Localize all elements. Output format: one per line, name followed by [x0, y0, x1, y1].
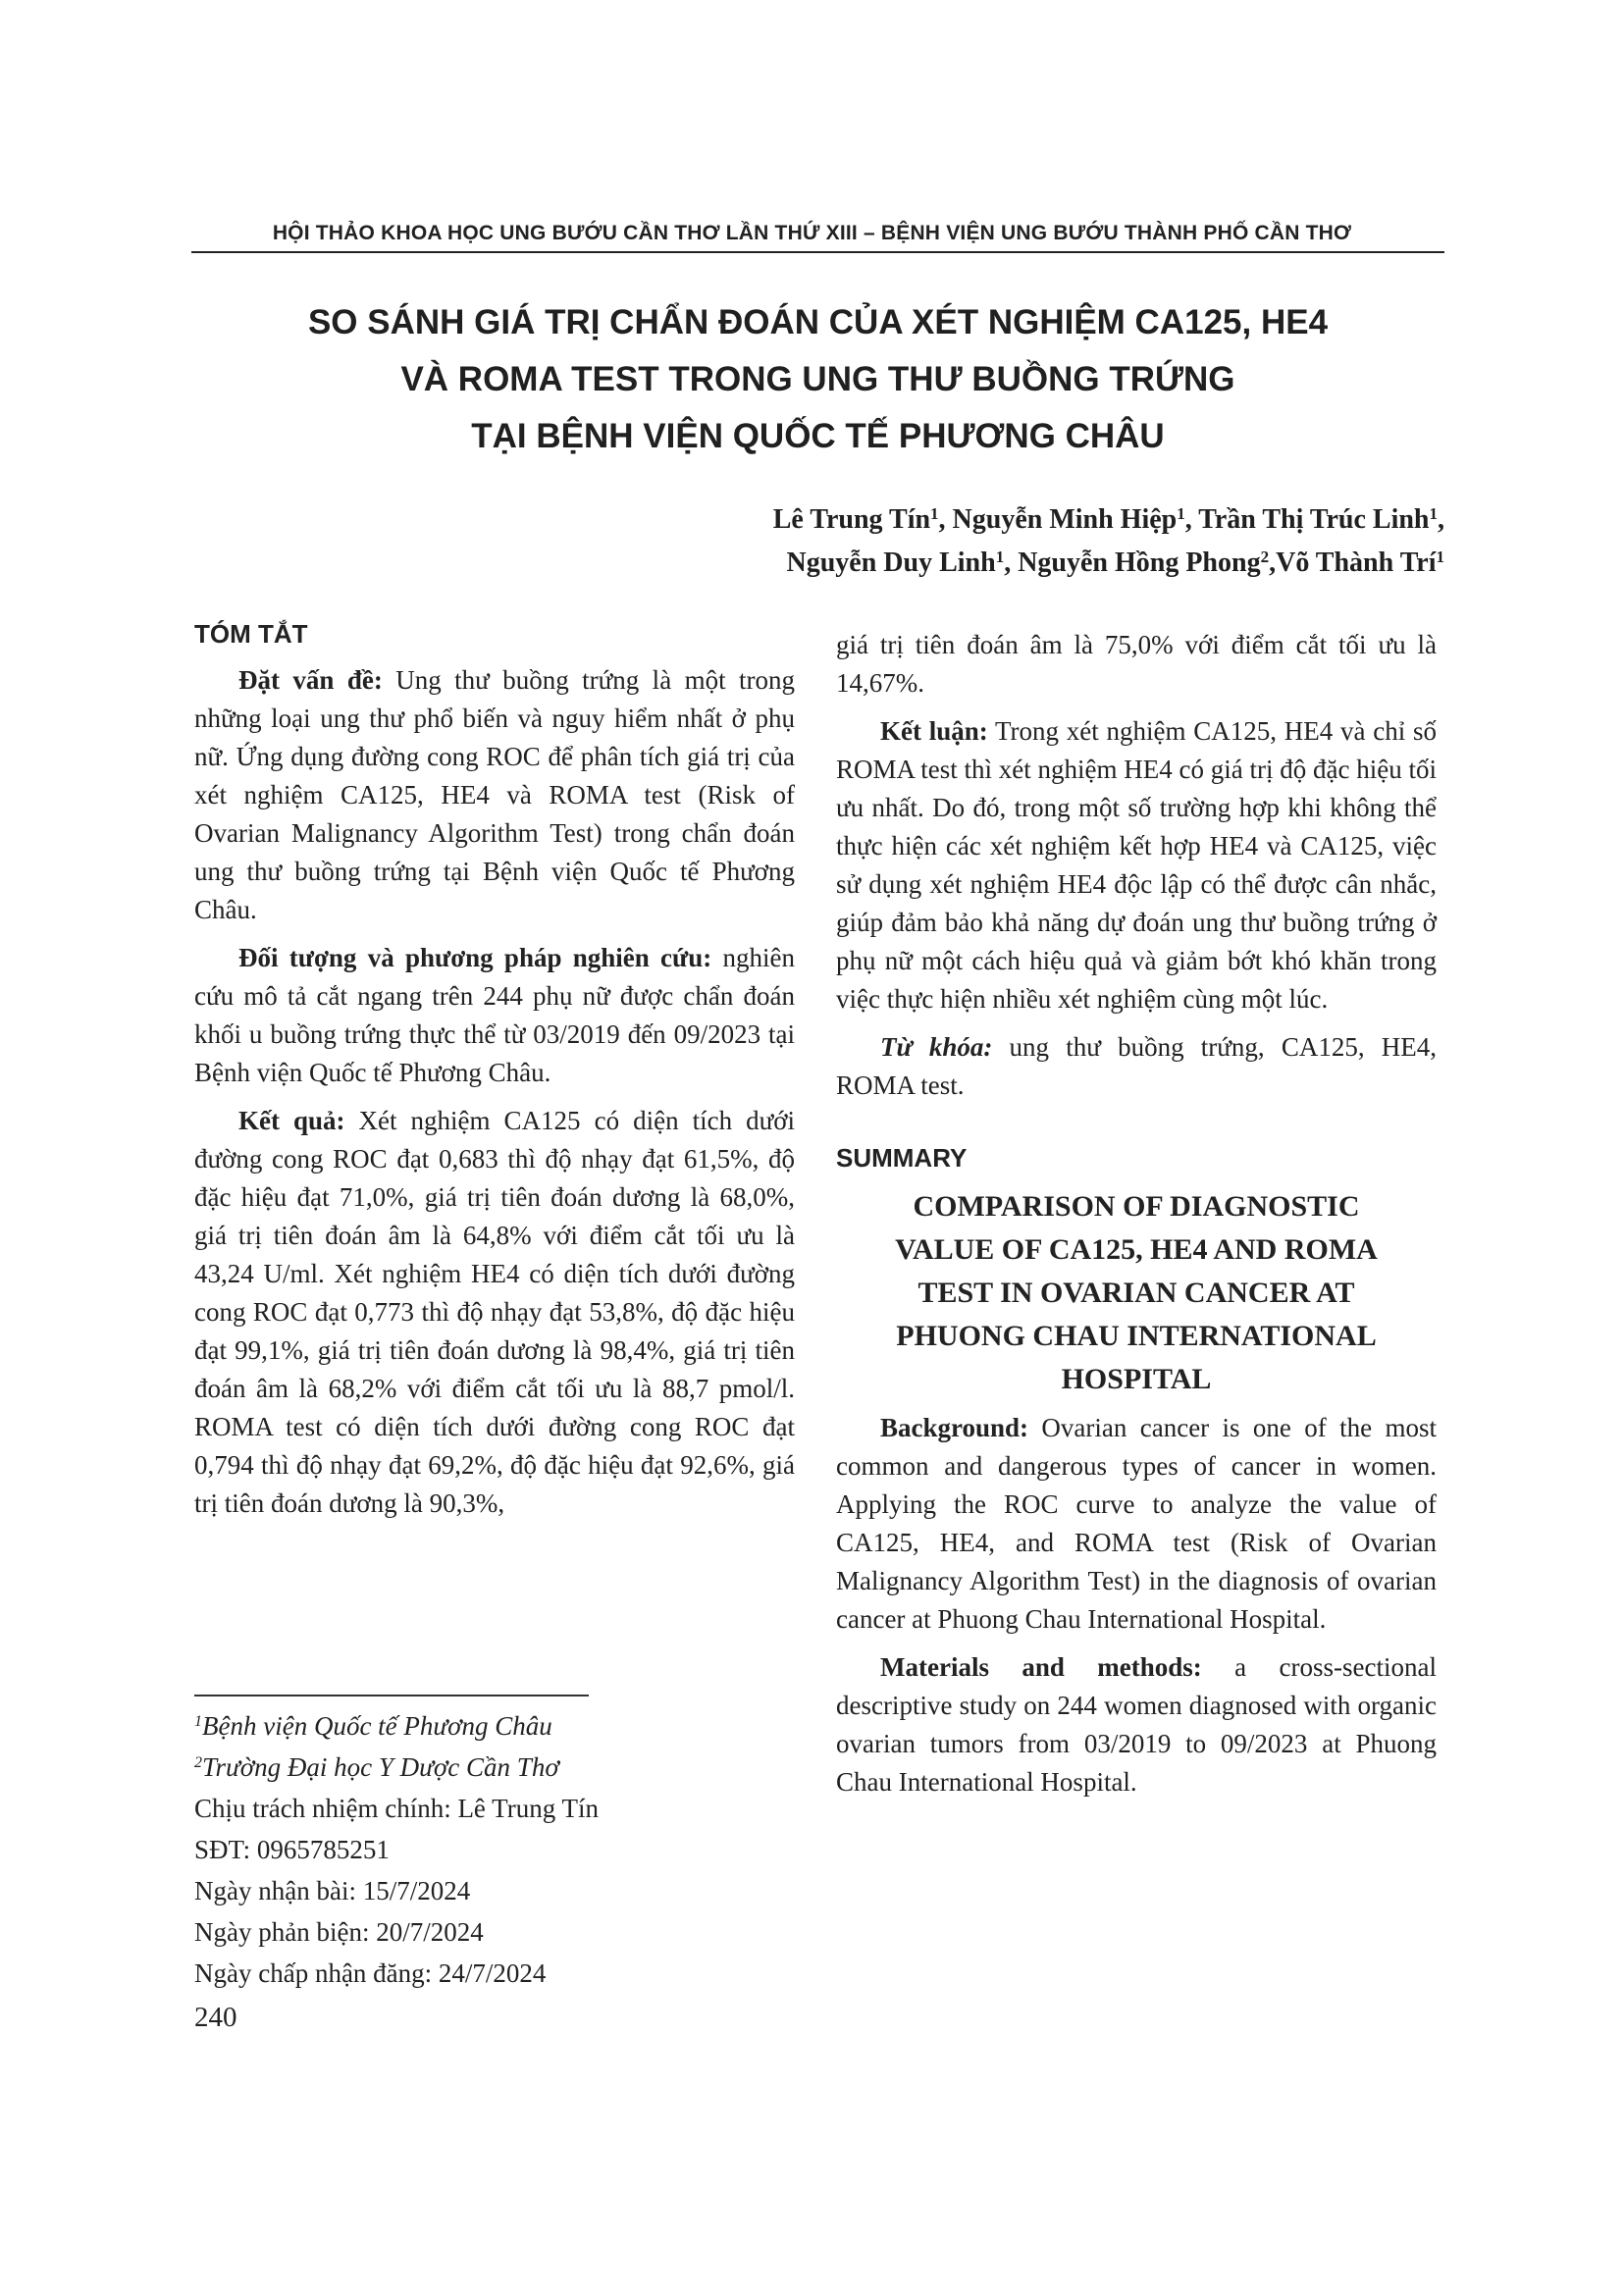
accepted-date: Ngày chấp nhận đăng: 24/7/2024 [194, 1958, 547, 1988]
author-name: Lê Trung Tín [772, 504, 931, 535]
abstract-heading: TÓM TẮT [194, 619, 308, 649]
abstract-keywords [836, 1028, 1437, 1105]
phone-number: SĐT: 0965785251 [194, 1835, 390, 1864]
affiliation-2 [194, 1747, 744, 1788]
background-label: Đặt vấn đề: [238, 665, 383, 695]
conclusion-text: Trong xét nghiệm CA125, HE4 và chỉ số ROMA test thì xét nghiệm HE4 có giá trị độ đặc hiệu tối ưu nhất. Do đó, trong một số trường hợp khi không thể thực hiện các xét nghiệm kết hợp HE4 và CA125, việc sử dụng xét nghiệm HE4 độc lập có thể được cân nhắc, giúp đảm bảo khả năng dự đoán ung thư buồng trứng ở phụ nữ một cách hiệu quả và giảm bớt khó khăn trong việc thực hiện nhiều xét nghiệm cùng một lúc. [836, 716, 1437, 1014]
abstract-background [194, 661, 795, 929]
methods-label: Đối tượng và phương pháp nghiên cứu: [238, 943, 712, 972]
affiliation-text: Trường Đại học Y Dược Cần Thơ [202, 1752, 559, 1782]
english-title [836, 1185, 1437, 1401]
author-line-1 [773, 498, 1444, 542]
author-separator: , [1004, 548, 1019, 578]
affiliation-mark: 2 [194, 1754, 202, 1771]
english-title-line: PHUONG CHAU INTERNATIONAL [896, 1320, 1377, 1352]
summary-background-label: Background: [880, 1413, 1029, 1442]
abstract-conclusion [836, 712, 1437, 1018]
received-date: Ngày nhận bài: 15/7/2024 [194, 1876, 471, 1905]
author-affiliation-mark: 1 [1177, 504, 1185, 523]
running-header: HỘI THẢO KHOA HỌC UNG BƯỚU CẦN THƠ LẦN THỨ XIII – BỆNH VIỆN UNG BƯỚU THÀNH PHỐ CẦN THƠ [272, 222, 1352, 244]
author-affiliation-mark: 1 [995, 548, 1005, 566]
results-label: Kết quả: [238, 1106, 345, 1135]
corresponding-author: Chịu trách nhiệm chính: Lê Trung Tín [194, 1794, 599, 1823]
title-line-2: VÀ ROMA TEST TRONG UNG THƯ BUỒNG TRỨNG [400, 360, 1235, 398]
article-title [191, 294, 1444, 465]
abstract-results [194, 1102, 795, 1523]
author-affiliation-mark: 1 [1436, 548, 1444, 566]
footnotes [194, 1705, 744, 1994]
english-title-line: HOSPITAL [1061, 1363, 1212, 1395]
header-rule [191, 251, 1444, 253]
summary-heading: SUMMARY [836, 1143, 968, 1173]
right-column [836, 626, 1437, 1811]
title-line-3: TẠI BỆNH VIỆN QUỐC TẾ PHƯƠNG CHÂU [471, 417, 1165, 455]
conclusion-label: Kết luận: [880, 716, 988, 746]
author-affiliation-mark: 1 [1429, 504, 1438, 523]
author-name: Nguyễn Hồng Phong [1018, 548, 1261, 578]
background-text: Ung thư buồng trứng là một trong những loại ung thư phổ biến và nguy hiểm nhất ở phụ nữ. Ứng dụng đường cong ROC để phân tích giá trị của xét nghiệm CA125, HE4 và ROMA test (Risk of Ovarian Malignancy Algorithm Test) trong chẩn đoán ung thư buồng trứng tại Bệnh viện Quốc tế Phương Châu. [194, 665, 796, 924]
author-name: Võ Thành Trí [1276, 548, 1437, 578]
author-name: Trần Thị Trúc Linh [1198, 504, 1430, 535]
results-continued: giá trị tiên đoán âm là 75,0% với điểm cắt tối ưu là 14,67%. [836, 630, 1437, 698]
summary-methods-text: a cross-sectional descriptive study on 244 women diagnosed with organic ovarian tumors from 03/2019 to 09/2023 at Phuong Chau International Hospital. [836, 1652, 1437, 1797]
left-column [194, 614, 795, 1533]
english-title-line: TEST IN OVARIAN CANCER AT [917, 1277, 1355, 1309]
author-name: Nguyễn Duy Linh [786, 548, 996, 578]
author-separator: , [1184, 504, 1199, 535]
summary-background [836, 1409, 1437, 1639]
english-title-line: VALUE OF CA125, HE4 AND ROMA [895, 1233, 1378, 1266]
abstract-methods [194, 939, 795, 1092]
author-separator: , [1269, 548, 1277, 578]
author-name: Nguyễn Minh Hiệp [952, 504, 1178, 535]
summary-background-text: Ovarian cancer is one of the most common and dangerous types of cancer in women. Applying the ROC curve to analyze the value of CA125, HE4, and ROMA test (Risk of Ovarian Malignancy Algorithm Test) in the diagnosis of ovarian cancer at Phuong Chau International Hospital. [836, 1413, 1437, 1634]
reviewed-date: Ngày phản biện: 20/7/2024 [194, 1917, 484, 1947]
author-affiliation-mark: 1 [930, 504, 939, 523]
affiliation-1 [194, 1705, 744, 1747]
title-line-1: SO SÁNH GIÁ TRỊ CHẨN ĐOÁN CỦA XÉT NGHIỆM CA125, HE4 [307, 303, 1329, 341]
keywords-label: Từ khóa: [880, 1032, 993, 1062]
footnote-rule [194, 1695, 589, 1696]
author-separator: , [938, 504, 953, 535]
keywords-text: ung thư buồng trứng, CA125, HE4, ROMA test. [836, 1032, 1437, 1100]
author-line-2 [773, 542, 1444, 585]
author-list [773, 498, 1444, 585]
english-title-line: COMPARISON OF DIAGNOSTIC [913, 1190, 1360, 1223]
summary-methods-label: Materials and methods: [880, 1652, 1202, 1682]
author-separator: , [1438, 504, 1444, 535]
author-affiliation-mark: 2 [1260, 548, 1270, 566]
results-text: Xét nghiệm CA125 có diện tích dưới đường cong ROC đạt 0,683 thì độ nhạy đạt 61,5%, độ đặc hiệu đạt 71,0%, giá trị tiên đoán dương là 68,0%, giá trị tiên đoán âm là 64,8% với điểm cắt tối ưu là 43,24 U/ml. Xét nghiệm HE4 có diện tích dưới đường cong ROC đạt 0,773 thì độ nhạy đạt 53,8%, độ đặc hiệu đạt 99,1%, giá trị tiên đoán dương là 98,4%, giá trị tiên đoán âm là 68,2% với điểm cắt tối ưu là 88,7 pmol/l. ROMA test có diện tích dưới đường cong ROC đạt 0,794 thì độ nhạy đạt 69,2%, độ đặc hiệu đạt 92,6%, giá trị tiên đoán dương là 90,3%, [194, 1106, 796, 1518]
page-number: 240 [194, 2002, 237, 2033]
affiliation-text: Bệnh viện Quốc tế Phương Châu [202, 1711, 552, 1741]
summary-methods [836, 1648, 1437, 1801]
affiliation-mark: 1 [194, 1713, 202, 1730]
methods-text: nghiên cứu mô tả cắt ngang trên 244 phụ nữ được chẩn đoán khối u buồng trứng thực thể từ 03/2019 đến 09/2023 tại Bệnh viện Quốc tế Phương Châu. [194, 943, 795, 1087]
